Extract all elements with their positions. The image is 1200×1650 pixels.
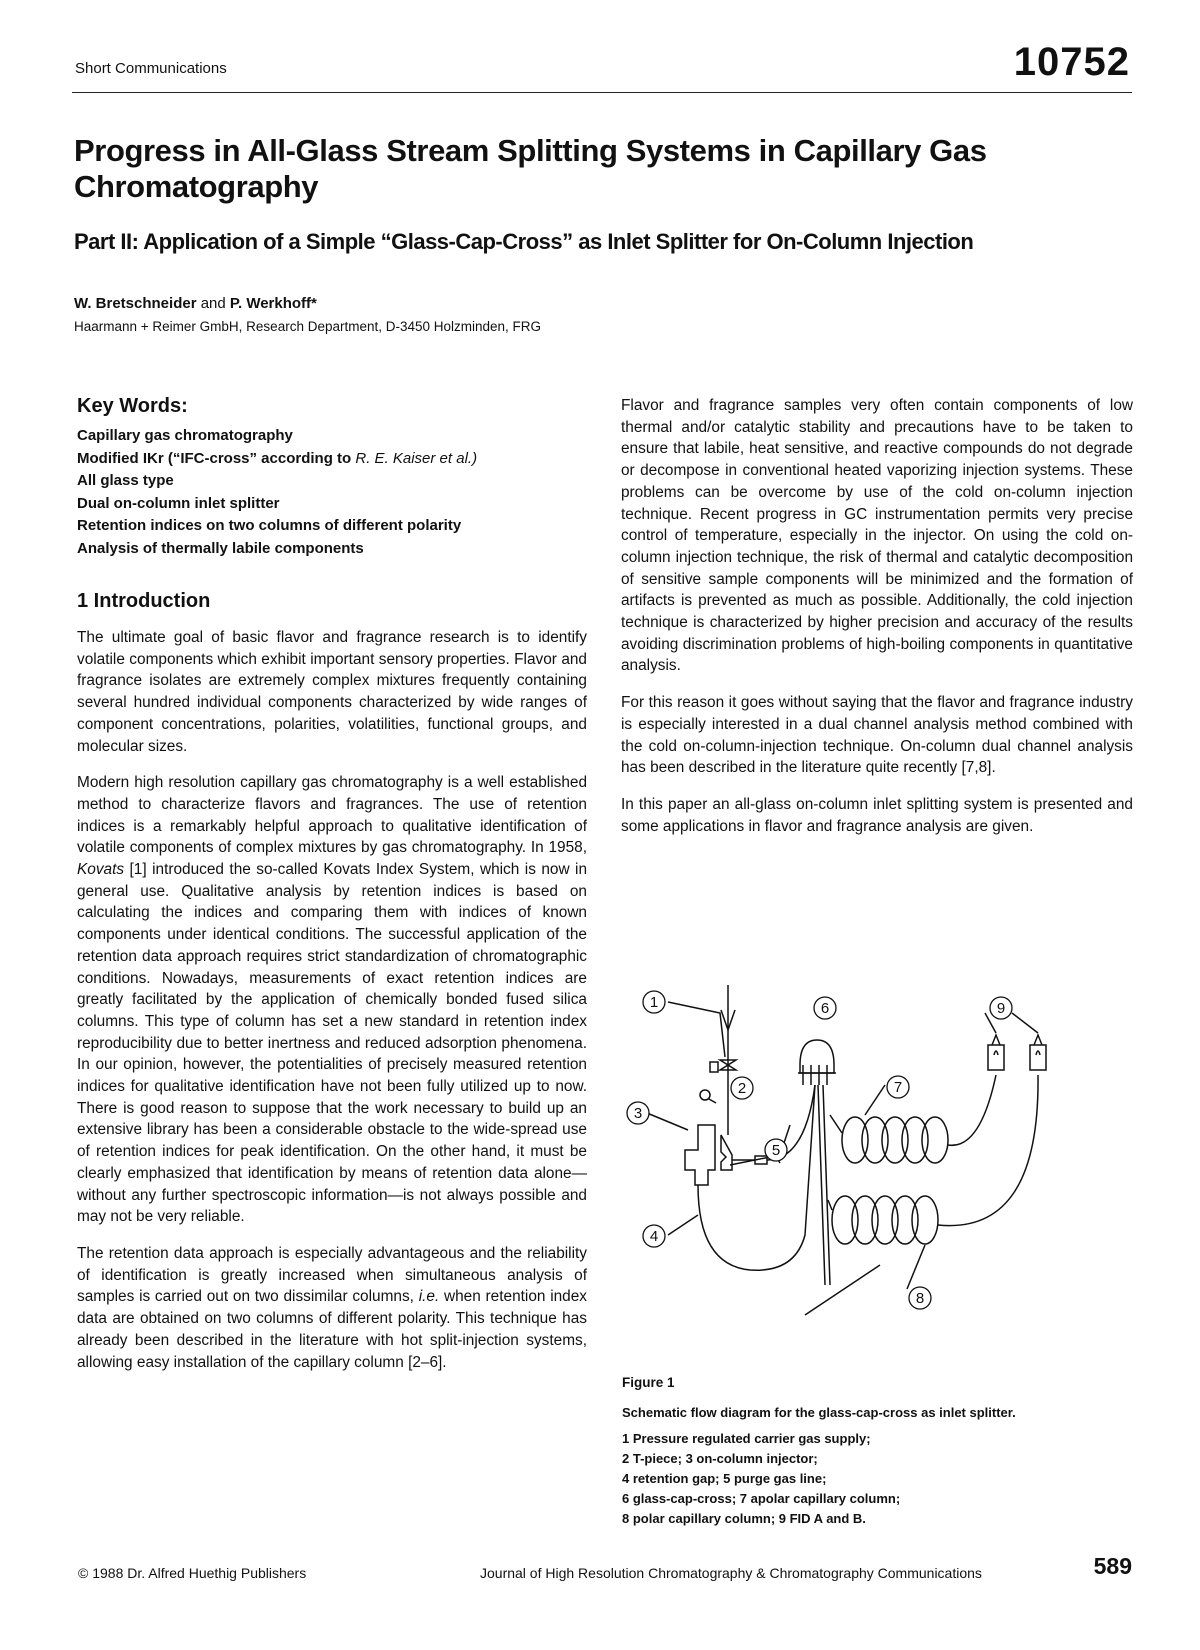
intro-paragraph-2: Modern high resolution capillary gas chromatography is a well established method to characterize flavors and fragrances. The use of retention indices is a remarkably helpful approach to qualitative identification of volatile components of complex mixtures by gas chromatography. In 1958, Kovats [1] introduced the so-called Kovats Index System, which is now in general use. Qualitative analysis by retention indices is based on calculating the indices and comparing them with indices of known components under identical conditions. The successful application of the retention data approach requires strict standardization of chromatographic conditions. Nowadays, measurements of exact retention indices are greatly facilitated by the application of chemically bonded fused silica columns. This type of column has set a new standard in retention index reproducibility due to better inertness and reduced adsorption phenomena. In our opinion, however, the potentialities of precisely measured retention indices for qualitative identification have not been fully utilized up to now. There is good reason to suppose that the work necessary to build up an extensive library has been a considerable obstacle to the wide-spread use of retention indices for peak identification. On the other hand, it must be clearly emphasized that identification by means of retention data alone—without any further spectroscopic information—is not always possible and may not be very reliable. [77, 774, 588, 1226]
figure-caption-line: 4 retention gap; 5 purge gas line; [622, 1471, 827, 1486]
keyword-item: All glass type [77, 472, 174, 489]
figure-caption-line: 1 Pressure regulated carrier gas supply; [622, 1431, 871, 1446]
article-subtitle: Part II: Application of a Simple “Glass-Cap-Cross” as Inlet Splitter for On-Column Injection [74, 229, 974, 254]
keyword-item: Retention indices on two columns of different polarity [77, 517, 462, 534]
apolar-column-coil [842, 1117, 948, 1163]
callout-5: 5 [771, 1142, 781, 1159]
callout-4: 4 [649, 1228, 659, 1245]
author-conjunction: and [200, 295, 226, 312]
callout-6: 6 [820, 1000, 830, 1017]
figure-caption-line: 2 T-piece; 3 on-column injector; [622, 1451, 818, 1466]
callout-8: 8 [915, 1290, 925, 1307]
retention-gap [698, 1085, 815, 1270]
author-2: P. Werkhoff* [229, 295, 317, 312]
figure-caption-line: 8 polar capillary column; 9 FID A and B. [622, 1511, 866, 1526]
left-column-body [77, 627, 587, 1388]
keywords-list [77, 425, 587, 560]
figure-caption-line: 6 glass-cap-cross; 7 apolar capillary column; [622, 1491, 901, 1506]
footer-journal: Journal of High Resolution Chromatography & Chromatography Communications [480, 1565, 982, 1581]
intro-paragraph-3: The retention data approach is especially advantageous and the reliability of identification is greatly increased when simultaneous analysis of samples is carried out on two dissimilar columns, i.e. when retention index data are obtained on two columns of different polarity. This technique has already been described in the literature with hot split-injection systems, allowing easy installation of the capillary column [2–6]. [77, 1244, 587, 1371]
callout-3: 3 [633, 1105, 643, 1122]
fid-a-icon [988, 1035, 1004, 1070]
author-1: W. Bretschneider [74, 295, 197, 312]
page-number: 589 [1093, 1553, 1132, 1579]
callout-2: 2 [737, 1080, 747, 1097]
callout-7: 7 [893, 1079, 903, 1096]
affiliation: Haarmann + Reimer GmbH, Research Department, D-3450 Holzminden, FRG [74, 319, 542, 334]
intro-paragraph-1: The ultimate goal of basic flavor and fragrance research is to identify volatile components which exhibit important sensory properties. Flavor and fragrance isolates are extremely complex mixtures frequently containing several hundred individual components characterized by wide ranges of component concentrations, polarities, volatilities, functional groups, and molecular sizes. [77, 629, 587, 755]
keyword-item: Analysis of thermally labile components [77, 539, 364, 557]
glass-cap-cross-icon [800, 1040, 834, 1073]
right-column-body [621, 395, 1133, 852]
figure-caption-title: Schematic flow diagram for the glass-cap-cross as inlet splitter. [622, 1405, 1016, 1420]
flow-diagram-svg [620, 985, 1090, 1385]
author-line [74, 295, 317, 312]
right-paragraph-2: For this reason it goes without saying that the flavor and fragrance industry is especially interested in a dual channel analysis method combined with the cold on-column-injection technique. On-column dual channel analysis has been described in the literature quite recently [7,8]. [621, 694, 1133, 777]
footer-copyright: © 1988 Dr. Alfred Huethig Publishers [78, 1565, 307, 1581]
keyword-item: Capillary gas chromatography [77, 427, 293, 444]
right-paragraph-1: Flavor and fragrance samples very often contain components of low thermal and/or catalytic stability and precautions have to be taken to ensure that labile, heat sensitive, and reactive compounds do not degrade or decompose in conventional heated vaporizing injection systems. These problems can be overcome by use of the cold on-column injection technique. Recent progress in GC instrumentation permits very precise control of temperature, especially in the injector. On using the cold on-column injection technique, the risk of thermal and catalytic decomposition of sensitive sample components will be minimized and the formation of artifacts is prevented as much as possible. Additionally, the cold injection technique is characterized by higher precision and accuracy of the results avoiding discrimination problems of high-boiling components in quantitative analysis. [621, 397, 1133, 675]
fid-b-icon [1030, 1035, 1046, 1070]
keyword-item: Dual on-column inlet splitter [77, 494, 280, 512]
on-column-injector-icon [685, 1125, 715, 1185]
running-head: Short Communications [75, 60, 227, 77]
introduction-heading: 1 Introduction [77, 590, 211, 612]
keywords-heading: Key Words: [77, 395, 188, 417]
pressure-gauge-icon [700, 1090, 710, 1100]
paper-number: 10752 [1013, 40, 1130, 84]
callout-1: 1 [649, 994, 659, 1011]
figure-label: Figure 1 [622, 1375, 675, 1390]
polar-column-coil [832, 1196, 938, 1244]
keyword-item: Modified IKr (“IFC-cross” according to R. E. Kaiser et al.) [77, 449, 478, 467]
figure-caption [622, 1403, 1016, 1529]
header-rule [72, 92, 1132, 93]
figure-1-diagram [620, 985, 1090, 1385]
right-paragraph-3: In this paper an all-glass on-column inlet splitting system is presented and some applications in flavor and fragrance analysis are given. [621, 795, 1133, 835]
article-title: Progress in All-Glass Stream Splitting Systems in Capillary Gas Chromatography [74, 133, 987, 204]
callout-9: 9 [996, 1000, 1006, 1017]
